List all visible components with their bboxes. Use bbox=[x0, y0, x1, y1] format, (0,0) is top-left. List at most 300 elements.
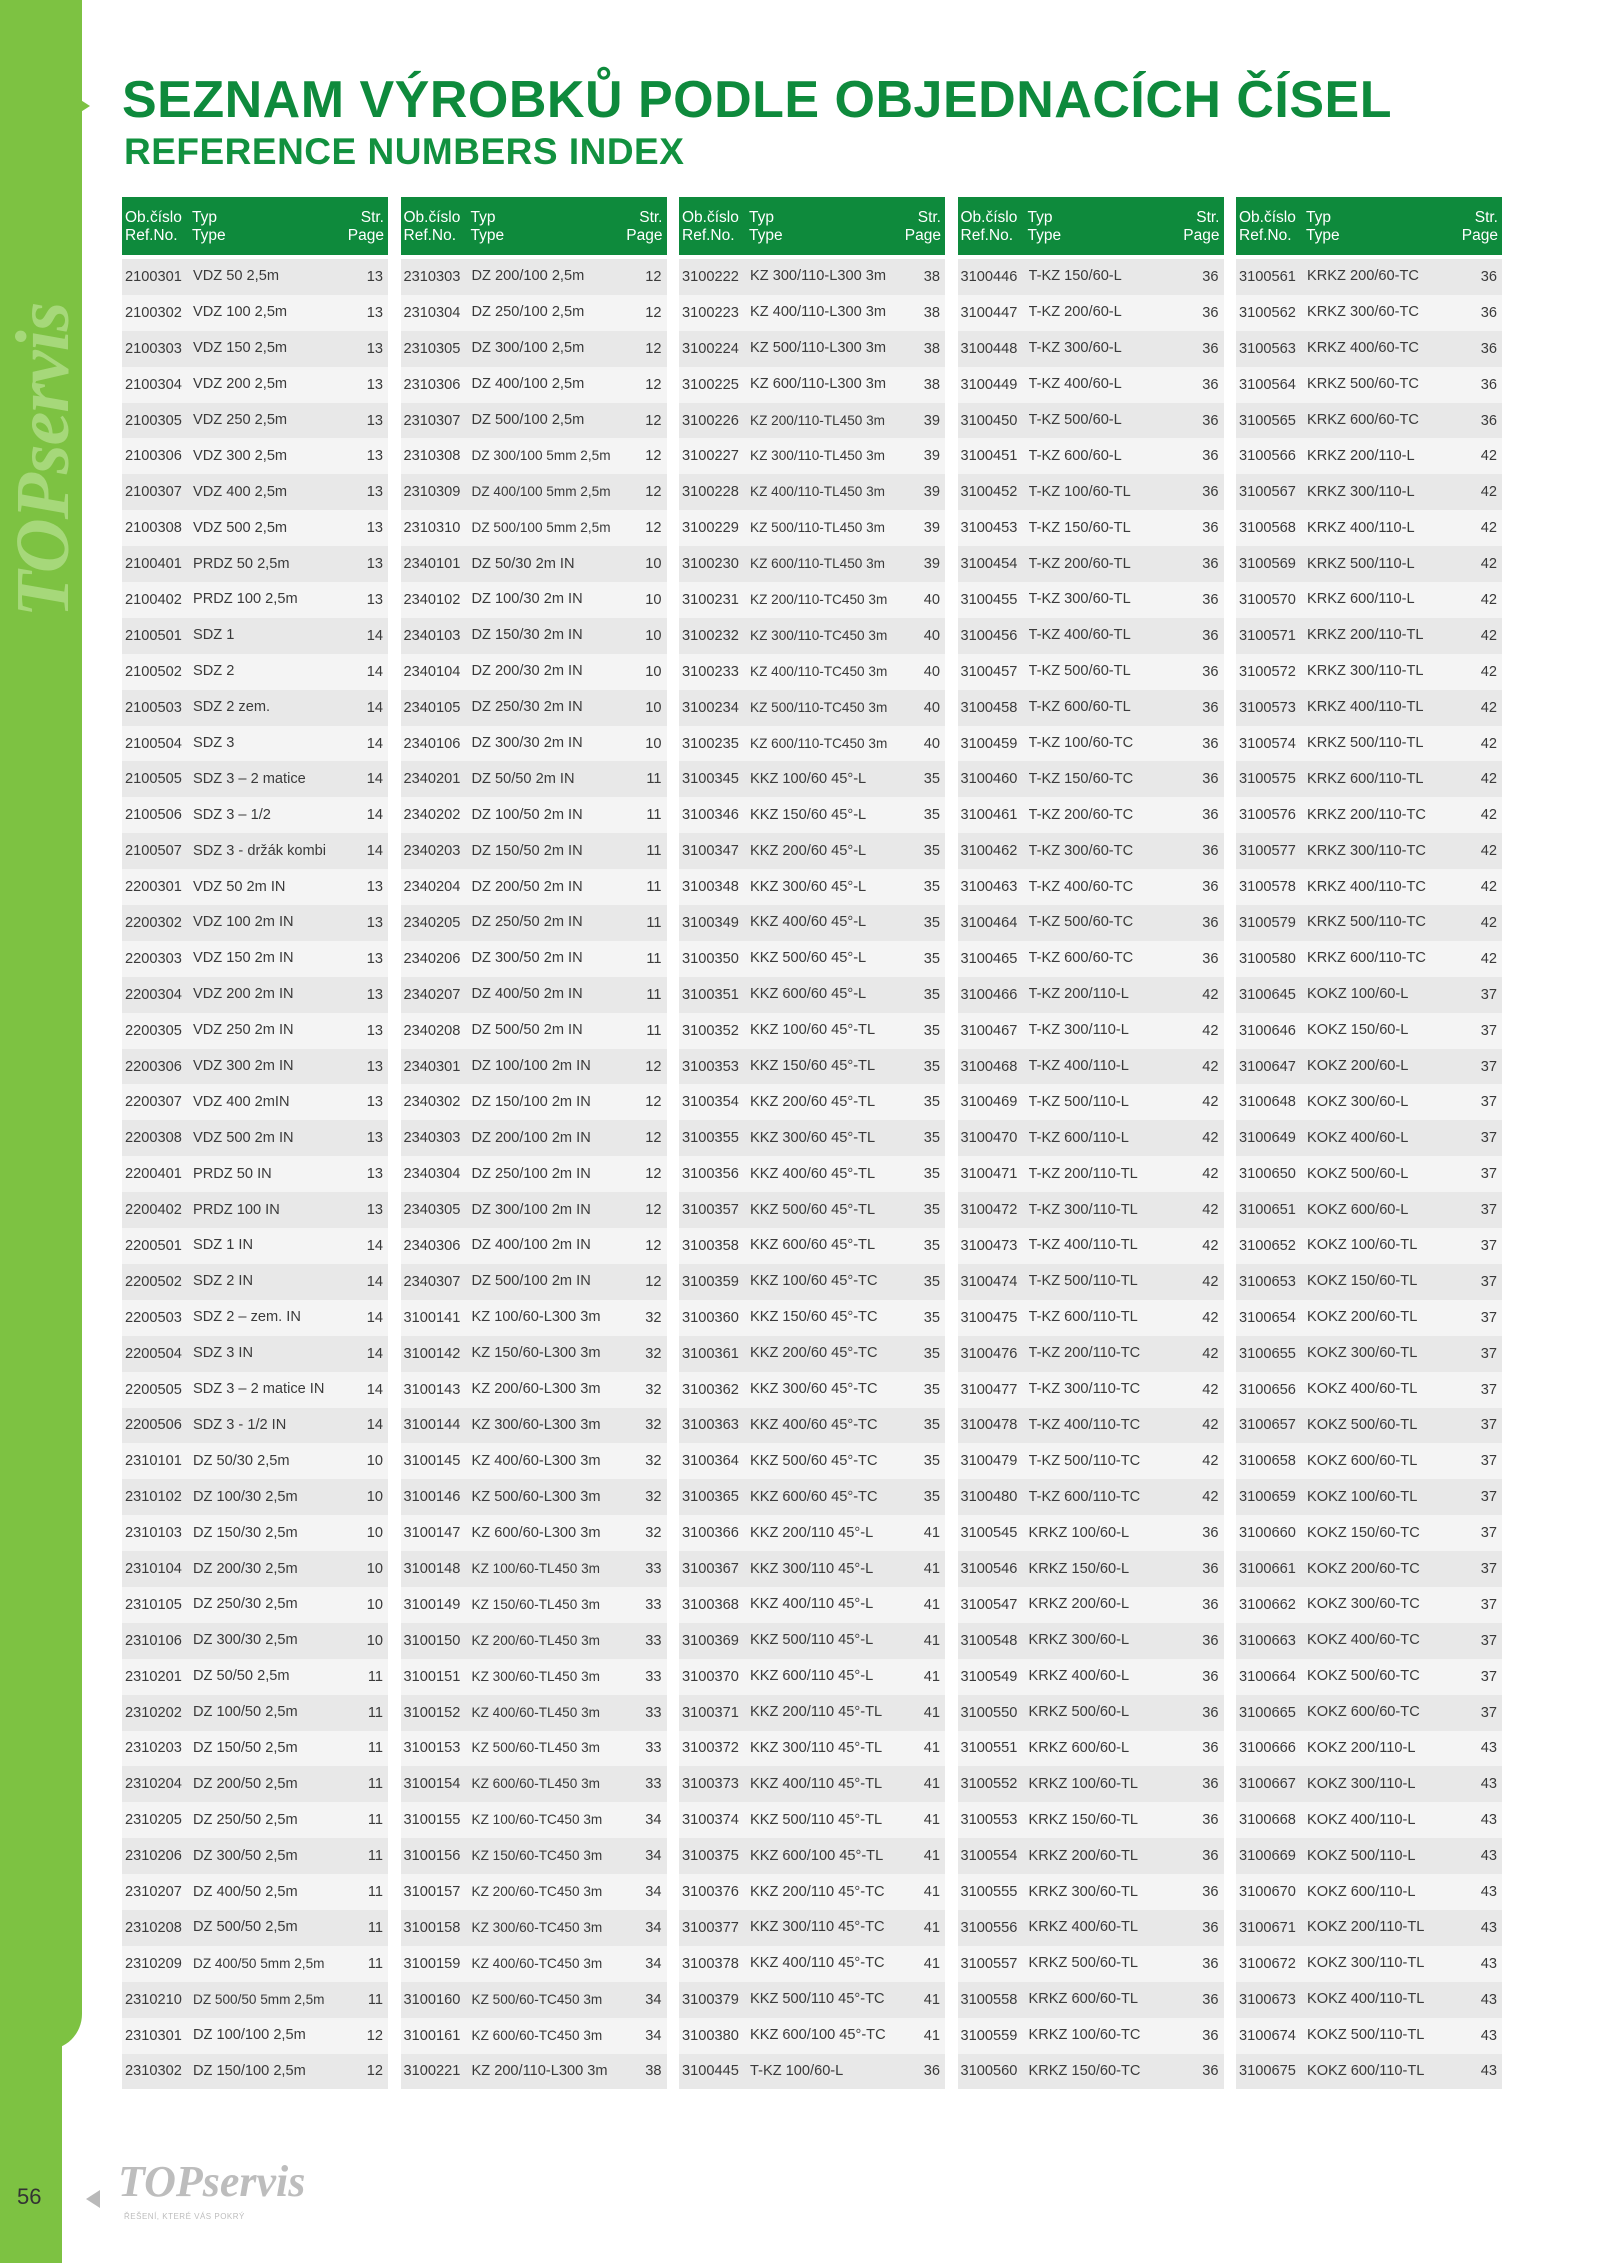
ref-number: 3100548 bbox=[960, 1632, 1018, 1649]
ref-number: 3100380 bbox=[682, 2027, 739, 2044]
product-type: T-KZ 300/60-L bbox=[1028, 341, 1122, 357]
page-ref: 43 bbox=[1480, 1848, 1497, 1865]
table-row bbox=[401, 1766, 667, 1802]
page-ref: 35 bbox=[923, 986, 940, 1003]
page-ref: 36 bbox=[1202, 950, 1219, 967]
page-ref: 42 bbox=[1480, 556, 1497, 573]
table-row bbox=[679, 438, 945, 474]
product-type: T-KZ 300/110-L bbox=[1028, 1023, 1129, 1039]
table-row bbox=[679, 474, 945, 510]
page-ref: 11 bbox=[646, 771, 662, 788]
page-ref: 36 bbox=[1202, 627, 1219, 644]
product-type: VDZ 300 2,5m bbox=[193, 448, 288, 464]
table-row bbox=[1236, 1838, 1502, 1874]
ref-number: 2100302 bbox=[125, 304, 182, 321]
ref-number: 2340203 bbox=[403, 843, 461, 860]
ref-number: 3100371 bbox=[682, 1704, 739, 1721]
ref-number: 2200305 bbox=[125, 1022, 182, 1039]
page-ref: 39 bbox=[923, 484, 940, 501]
page-ref: 36 bbox=[1202, 1632, 1219, 1649]
ref-number: 3100559 bbox=[960, 2027, 1018, 2044]
page-ref: 37 bbox=[1480, 1561, 1497, 1577]
page-ref: 10 bbox=[366, 1561, 383, 1577]
page-ref: 38 bbox=[923, 268, 940, 285]
product-type: KKZ 150/60 45°-L bbox=[750, 807, 867, 823]
ref-number: 3100479 bbox=[960, 1453, 1018, 1470]
ref-number: 3100161 bbox=[403, 2027, 461, 2044]
product-type: DZ 400/50 2m IN bbox=[471, 987, 583, 1003]
page-ref: 12 bbox=[645, 376, 662, 393]
page-ref: 12 bbox=[645, 268, 662, 285]
page-ref: 11 bbox=[367, 1704, 383, 1721]
page-ref: 42 bbox=[1202, 1273, 1219, 1290]
product-type: KOKZ 600/110-L bbox=[1307, 1884, 1416, 1900]
table-row bbox=[679, 403, 945, 439]
page-ref: 10 bbox=[366, 1489, 383, 1506]
header-type-label bbox=[192, 209, 226, 245]
ref-number: 3100379 bbox=[682, 1991, 739, 2008]
product-type: PRDZ 100 2,5m bbox=[193, 592, 298, 608]
product-type: DZ 150/50 2m IN bbox=[471, 843, 583, 859]
page-ref: 11 bbox=[646, 879, 662, 896]
table-row bbox=[1236, 833, 1502, 869]
table-row bbox=[679, 869, 945, 905]
ref-number: 2340305 bbox=[403, 1202, 461, 1219]
table-row bbox=[1236, 2054, 1502, 2090]
table-row bbox=[679, 1013, 945, 1049]
ref-number: 3100646 bbox=[1239, 1022, 1296, 1039]
table-row bbox=[122, 618, 388, 654]
ref-number: 3100580 bbox=[1239, 950, 1296, 967]
product-type: KOKZ 500/110-TL bbox=[1307, 2028, 1425, 2044]
table-row bbox=[1236, 654, 1502, 690]
ref-number: 3100455 bbox=[960, 591, 1018, 608]
page-ref: 35 bbox=[923, 1237, 940, 1254]
product-type: T-KZ 600/110-L bbox=[1028, 1130, 1129, 1146]
page-ref: 12 bbox=[645, 1130, 662, 1147]
page-ref: 37 bbox=[1480, 986, 1497, 1003]
page-ref: 36 bbox=[1202, 735, 1219, 752]
ref-number: 3100576 bbox=[1239, 807, 1296, 824]
table-row bbox=[958, 690, 1224, 726]
page-ref: 10 bbox=[366, 1632, 383, 1649]
product-type: KRKZ 500/110-L bbox=[1307, 556, 1415, 572]
table-row bbox=[679, 977, 945, 1013]
ref-number: 3100378 bbox=[682, 1955, 739, 1972]
table-row bbox=[679, 1515, 945, 1551]
ref-number: 2100308 bbox=[125, 520, 182, 537]
ref-number: 2100401 bbox=[125, 556, 182, 573]
ref-number: 3100645 bbox=[1239, 986, 1296, 1003]
ref-number: 2200302 bbox=[125, 914, 182, 931]
ref-number: 2100306 bbox=[125, 448, 182, 465]
header-type-label-cz: Typ bbox=[749, 209, 774, 226]
page-ref: 37 bbox=[1480, 1525, 1497, 1542]
table-row bbox=[1236, 1946, 1502, 1982]
table-row bbox=[958, 905, 1224, 941]
table-row bbox=[122, 690, 388, 726]
table-row bbox=[401, 1946, 667, 1982]
ref-number: 3100468 bbox=[960, 1058, 1018, 1075]
page-ref: 13 bbox=[366, 484, 383, 501]
ref-number: 3100572 bbox=[1239, 663, 1296, 680]
page-ref: 35 bbox=[923, 1417, 940, 1434]
header-type-label-cz: Typ bbox=[192, 209, 217, 226]
page-ref: 14 bbox=[366, 1417, 383, 1434]
table-row bbox=[958, 1659, 1224, 1695]
page-ref: 14 bbox=[366, 1345, 383, 1362]
page-ref: 37 bbox=[1480, 1166, 1497, 1183]
ref-number: 3100232 bbox=[682, 627, 739, 644]
table-row bbox=[401, 941, 667, 977]
page-ref: 11 bbox=[367, 1884, 383, 1901]
page-ref: 11 bbox=[367, 1776, 383, 1793]
header-ref-label bbox=[404, 209, 461, 245]
table-row bbox=[401, 1982, 667, 2018]
table-row bbox=[1236, 1659, 1502, 1695]
page-ref: 36 bbox=[1202, 1561, 1219, 1577]
table-row bbox=[958, 1731, 1224, 1767]
product-type: DZ 250/30 2m IN bbox=[471, 700, 583, 716]
product-type: KZ 400/110-L300 3m bbox=[750, 305, 887, 321]
product-type: SDZ 3 – 1/2 bbox=[193, 807, 271, 823]
page-ref: 10 bbox=[366, 1525, 383, 1542]
product-type: DZ 400/100 5mm 2,5m bbox=[471, 485, 611, 500]
product-type: KZ 200/60-L300 3m bbox=[471, 1382, 601, 1398]
product-type: KKZ 300/110 45°-TC bbox=[750, 1920, 885, 1936]
table-row bbox=[679, 582, 945, 618]
page-ref: 11 bbox=[646, 807, 662, 824]
product-type: KOKZ 500/60-TL bbox=[1307, 1417, 1418, 1433]
table-row bbox=[1236, 977, 1502, 1013]
table-row bbox=[958, 1946, 1224, 1982]
table-row bbox=[958, 1587, 1224, 1623]
product-type: KRKZ 300/110-L bbox=[1307, 484, 1415, 500]
header-page-label-en: Page bbox=[1461, 227, 1498, 244]
product-type: DZ 150/30 2,5m bbox=[193, 1525, 298, 1541]
table-row bbox=[1236, 367, 1502, 403]
ref-number: 3100653 bbox=[1239, 1273, 1296, 1290]
product-type: KRKZ 600/60-L bbox=[1028, 1740, 1130, 1756]
ref-number: 3100575 bbox=[1239, 771, 1296, 788]
table-row bbox=[679, 1336, 945, 1372]
header-page-label-cz: Str. bbox=[360, 209, 384, 226]
ref-number: 3100574 bbox=[1239, 735, 1296, 752]
page-ref: 37 bbox=[1480, 1237, 1497, 1254]
product-type: KOKZ 150/60-L bbox=[1307, 1023, 1409, 1039]
ref-number: 2340301 bbox=[403, 1058, 461, 1075]
product-type: T-KZ 100/60-TL bbox=[1028, 484, 1131, 500]
table-row bbox=[958, 1013, 1224, 1049]
table-row bbox=[1236, 761, 1502, 797]
page-ref: 12 bbox=[645, 1058, 662, 1075]
page-ref: 36 bbox=[1202, 340, 1219, 357]
product-type: KZ 150/60-L300 3m bbox=[471, 1346, 601, 1362]
page-ref: 36 bbox=[1202, 843, 1219, 860]
ref-number: 2100303 bbox=[125, 340, 182, 357]
ref-number: 3100377 bbox=[682, 1919, 739, 1936]
table-row bbox=[958, 582, 1224, 618]
ref-number: 3100367 bbox=[682, 1561, 739, 1577]
product-type: T-KZ 300/110-TC bbox=[1028, 1382, 1141, 1398]
ref-number: 3100464 bbox=[960, 914, 1018, 931]
table-row bbox=[401, 1551, 667, 1587]
ref-number: 2100301 bbox=[125, 268, 182, 285]
page-ref: 35 bbox=[923, 914, 940, 931]
product-type: SDZ 3 – 2 matice bbox=[193, 771, 306, 787]
ref-number: 3100476 bbox=[960, 1345, 1018, 1362]
page-ref: 37 bbox=[1480, 1094, 1497, 1111]
header-type-label-en: Type bbox=[1027, 227, 1062, 244]
header-page-label bbox=[1462, 209, 1498, 245]
table-row bbox=[122, 833, 388, 869]
header-page-label bbox=[1183, 209, 1219, 245]
product-type: T-KZ 300/110-TL bbox=[1028, 1202, 1138, 1218]
page-ref: 42 bbox=[1480, 879, 1497, 896]
page-ref: 36 bbox=[1480, 376, 1497, 393]
page-ref: 37 bbox=[1480, 1309, 1497, 1326]
table-row bbox=[1236, 1874, 1502, 1910]
page-ref: 39 bbox=[923, 412, 940, 429]
product-type: KZ 500/110-TC450 3m bbox=[750, 700, 888, 715]
product-type: KOKZ 500/60-TC bbox=[1307, 1669, 1420, 1685]
product-type: DZ 400/100 2,5m bbox=[471, 377, 585, 393]
table-row bbox=[401, 510, 667, 546]
ref-number: 2340307 bbox=[403, 1273, 461, 1290]
header-type-label-en: Type bbox=[749, 227, 783, 244]
ref-number: 3100654 bbox=[1239, 1309, 1296, 1326]
table-row bbox=[958, 403, 1224, 439]
product-type: PRDZ 100 IN bbox=[193, 1202, 280, 1218]
table-row bbox=[958, 1838, 1224, 1874]
ref-number: 3100546 bbox=[960, 1561, 1018, 1577]
product-type: KRKZ 100/60-TC bbox=[1028, 2028, 1141, 2044]
product-type: VDZ 100 2,5m bbox=[193, 305, 288, 321]
page-ref: 43 bbox=[1480, 2027, 1497, 2044]
page-ref: 11 bbox=[646, 950, 662, 967]
ref-number: 3100368 bbox=[682, 1596, 739, 1613]
ref-number: 3100462 bbox=[960, 843, 1018, 860]
product-type: DZ 500/100 2,5m bbox=[471, 413, 585, 428]
table-row bbox=[122, 259, 388, 295]
product-type: DZ 500/100 2m IN bbox=[471, 1274, 591, 1290]
header-ref-label bbox=[961, 209, 1018, 245]
table-row bbox=[679, 1228, 945, 1264]
page-ref: 11 bbox=[367, 1668, 383, 1685]
product-type: KOKZ 300/60-TC bbox=[1307, 1597, 1420, 1613]
product-type: VDZ 150 2m IN bbox=[193, 951, 294, 967]
page-ref: 13 bbox=[366, 1022, 383, 1039]
product-type: T-KZ 200/60-TC bbox=[1028, 807, 1134, 823]
table-row bbox=[679, 1479, 945, 1515]
ref-number: 2340206 bbox=[403, 950, 461, 967]
header-type-label bbox=[1028, 209, 1062, 245]
product-type: KRKZ 200/60-TL bbox=[1028, 1848, 1139, 1864]
table-row bbox=[401, 259, 667, 295]
page-ref: 14 bbox=[366, 699, 383, 716]
ref-number: 3100355 bbox=[682, 1130, 739, 1147]
page-subtitle: REFERENCE NUMBERS INDEX bbox=[124, 131, 685, 172]
product-type: KKZ 400/110 45°-TL bbox=[750, 1776, 883, 1792]
page-ref: 11 bbox=[367, 1812, 383, 1829]
ref-number: 2310101 bbox=[125, 1453, 182, 1470]
page-ref: 36 bbox=[1202, 268, 1219, 285]
ref-number: 2310203 bbox=[125, 1740, 182, 1757]
page-ref: 10 bbox=[645, 699, 662, 716]
header-page-label-en: Page bbox=[626, 227, 663, 244]
page-ref: 13 bbox=[366, 556, 383, 573]
table-row bbox=[1236, 1551, 1502, 1587]
product-type: T-KZ 400/60-TC bbox=[1028, 879, 1134, 895]
ref-number: 2200501 bbox=[125, 1237, 182, 1254]
ref-number: 3100157 bbox=[403, 1884, 461, 1901]
product-type: DZ 300/100 2,5m bbox=[471, 341, 585, 357]
ref-number: 2100304 bbox=[125, 376, 182, 393]
table-row bbox=[122, 1623, 388, 1659]
table-row bbox=[679, 1084, 945, 1120]
table-row bbox=[958, 331, 1224, 367]
product-type: KOKZ 100/60-TL bbox=[1307, 1238, 1418, 1254]
ref-number: 3100152 bbox=[403, 1704, 461, 1721]
ref-number: 2340202 bbox=[403, 807, 461, 824]
product-type: KRKZ 400/110-TL bbox=[1307, 700, 1424, 716]
page-ref: 41 bbox=[923, 2027, 940, 2044]
product-type: KOKZ 500/110-L bbox=[1307, 1848, 1416, 1864]
page-ref: 14 bbox=[366, 1237, 383, 1254]
page-ref: 42 bbox=[1202, 1381, 1219, 1398]
page-ref: 13 bbox=[366, 591, 383, 608]
table-row bbox=[1236, 1156, 1502, 1192]
table-row bbox=[1236, 618, 1502, 654]
table-row bbox=[122, 1659, 388, 1695]
product-type: KOKZ 150/60-TC bbox=[1307, 1525, 1420, 1541]
page-ref: 36 bbox=[1202, 376, 1219, 393]
page-ref: 34 bbox=[645, 1919, 662, 1936]
table-row bbox=[1236, 1408, 1502, 1444]
ref-number: 2310310 bbox=[403, 520, 461, 537]
product-type: DZ 500/100 5mm 2,5m bbox=[471, 521, 611, 536]
table-row bbox=[401, 1443, 667, 1479]
page-ref: 41 bbox=[923, 1632, 940, 1649]
ref-number: 3100151 bbox=[403, 1668, 461, 1685]
product-type: DZ 150/50 2,5m bbox=[193, 1740, 298, 1756]
page-ref: 42 bbox=[1202, 1166, 1219, 1183]
page-ref: 13 bbox=[366, 1166, 383, 1183]
footer-brand-logo: TOPservis bbox=[118, 2157, 306, 2206]
table-row bbox=[401, 1120, 667, 1156]
page-ref: 36 bbox=[1480, 412, 1497, 429]
ref-number: 3100657 bbox=[1239, 1417, 1296, 1434]
column-header bbox=[1236, 197, 1502, 255]
ref-number: 3100470 bbox=[960, 1130, 1018, 1147]
product-type: KRKZ 200/110-TC bbox=[1307, 807, 1426, 823]
ref-number: 3100144 bbox=[403, 1417, 461, 1434]
table-row bbox=[401, 654, 667, 690]
product-type: T-KZ 500/60-TL bbox=[1028, 664, 1131, 680]
table-row bbox=[1236, 403, 1502, 439]
ref-number: 3100662 bbox=[1239, 1596, 1296, 1613]
ref-number: 3100551 bbox=[960, 1740, 1018, 1757]
page-ref: 33 bbox=[645, 1632, 662, 1649]
page-ref: 36 bbox=[1202, 1848, 1219, 1865]
product-type: KKZ 600/100 45°-TL bbox=[750, 1848, 884, 1864]
table-row bbox=[401, 2054, 667, 2090]
ref-number: 2340208 bbox=[403, 1022, 461, 1039]
page-ref: 35 bbox=[923, 1381, 940, 1398]
header-ref-label-en: Ref.No. bbox=[1239, 227, 1292, 244]
page-ref: 42 bbox=[1202, 1489, 1219, 1506]
header-page-label-en: Page bbox=[347, 227, 384, 244]
table-row bbox=[122, 1910, 388, 1946]
table-row bbox=[958, 618, 1224, 654]
table-row bbox=[122, 1372, 388, 1408]
product-type: KZ 400/110-TL450 3m bbox=[750, 485, 886, 500]
page-ref: 42 bbox=[1480, 699, 1497, 716]
ref-number: 2200307 bbox=[125, 1094, 182, 1111]
table-row bbox=[401, 295, 667, 331]
table-row bbox=[1236, 1013, 1502, 1049]
product-type: DZ 100/30 2,5m bbox=[193, 1489, 298, 1505]
page-ref: 37 bbox=[1480, 1381, 1497, 1398]
table-row bbox=[122, 2054, 388, 2090]
ref-number: 2100503 bbox=[125, 699, 182, 716]
table-row bbox=[958, 1695, 1224, 1731]
product-type: KZ 400/60-TC450 3m bbox=[471, 1956, 603, 1971]
page-ref: 38 bbox=[923, 304, 940, 321]
product-type: DZ 500/50 5mm 2,5m bbox=[193, 1992, 325, 2007]
ref-number: 3100224 bbox=[682, 340, 739, 357]
ref-number: 3100465 bbox=[960, 950, 1018, 967]
table-row bbox=[1236, 1372, 1502, 1408]
product-type: KKZ 500/110 45°-TC bbox=[750, 1992, 885, 2008]
table-row bbox=[401, 1695, 667, 1731]
product-type: KZ 600/110-TC450 3m bbox=[750, 736, 888, 751]
ref-number: 2200306 bbox=[125, 1058, 182, 1075]
page-ref: 10 bbox=[645, 591, 662, 608]
product-type: T-KZ 300/60-TC bbox=[1028, 843, 1134, 859]
page-ref: 37 bbox=[1480, 1273, 1497, 1290]
product-type: KRKZ 300/60-L bbox=[1028, 1633, 1130, 1649]
page-ref: 32 bbox=[645, 1489, 662, 1506]
table-row bbox=[122, 1982, 388, 2018]
product-type: DZ 50/50 2m IN bbox=[471, 771, 575, 787]
table-row bbox=[1236, 1084, 1502, 1120]
header-ref-label-en: Ref.No. bbox=[960, 227, 1014, 244]
ref-number: 3100364 bbox=[682, 1453, 739, 1470]
product-type: KZ 300/110-TC450 3m bbox=[750, 628, 888, 643]
table-row bbox=[958, 1156, 1224, 1192]
product-type: KZ 600/60-TC450 3m bbox=[471, 2028, 603, 2043]
header-ref-label-cz: Ob.číslo bbox=[403, 209, 461, 226]
table-row bbox=[679, 1264, 945, 1300]
product-type: KOKZ 400/110-L bbox=[1307, 1812, 1416, 1828]
page-ref: 40 bbox=[923, 627, 940, 644]
ref-number: 2340304 bbox=[403, 1166, 461, 1183]
page-ref: 11 bbox=[367, 1955, 383, 1972]
product-type: KOKZ 200/60-TC bbox=[1307, 1561, 1420, 1577]
table-row bbox=[401, 1802, 667, 1838]
ref-number: 3100565 bbox=[1239, 412, 1296, 429]
page-ref: 40 bbox=[923, 663, 940, 680]
page-ref: 42 bbox=[1202, 1237, 1219, 1254]
page-ref: 42 bbox=[1480, 520, 1497, 537]
product-type: DZ 400/50 2,5m bbox=[193, 1884, 298, 1900]
table-row bbox=[1236, 259, 1502, 295]
product-type: T-KZ 600/110-TL bbox=[1028, 1310, 1138, 1326]
table-row bbox=[958, 510, 1224, 546]
table-row bbox=[679, 1731, 945, 1767]
product-type: T-KZ 200/60-TL bbox=[1028, 556, 1131, 572]
